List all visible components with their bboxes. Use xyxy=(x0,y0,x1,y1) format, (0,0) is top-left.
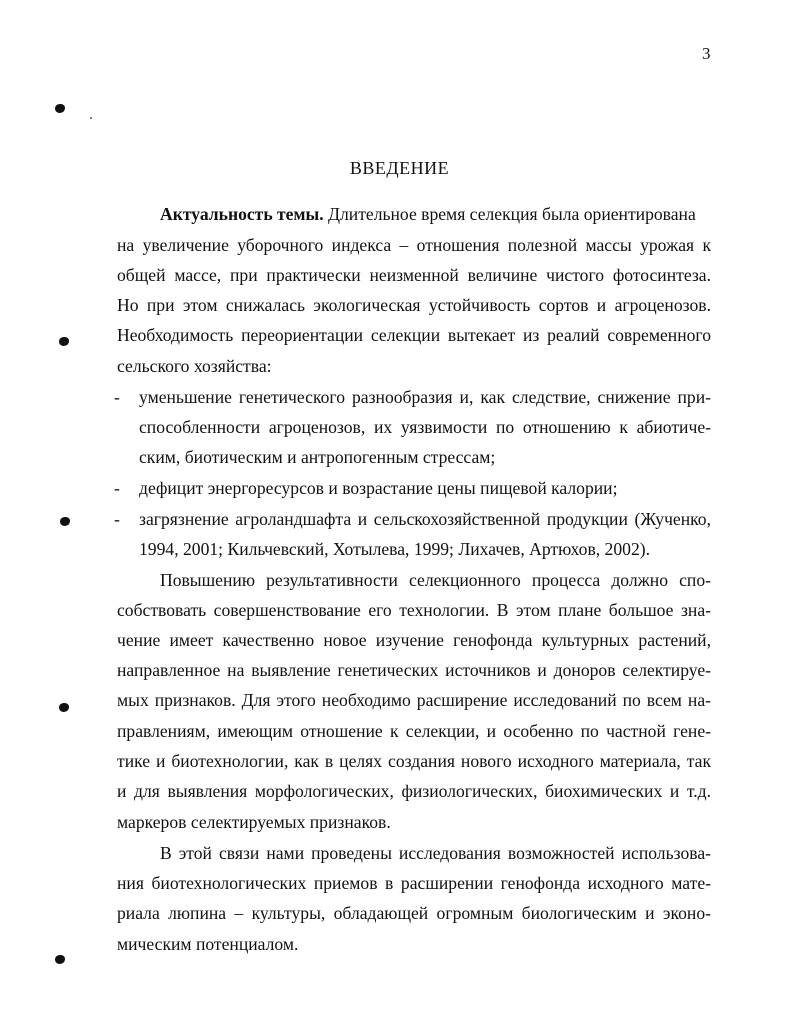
punch-hole-3 xyxy=(60,517,70,526)
list-item-line: 1994, 2001; Кильчевский, Хотылева, 1999; Лихачев, Артюхов, 2002). xyxy=(139,539,650,559)
paragraph-line: маркеров селектируемых признаков. xyxy=(117,812,391,832)
list-item-line: уменьшение генетического разнообразия и, как следствие, снижение при- xyxy=(139,387,711,407)
paragraph-line: мическим потенциалом. xyxy=(117,934,299,954)
paragraph-line: мых признаков. Для этого необходимо расширение исследований по всем на- xyxy=(117,690,711,710)
paragraph-line: Необходимость переориентации селекции вытекает из реалий современного xyxy=(117,325,711,345)
lead-line-text: Длительное время селекция была ориентирована xyxy=(328,204,696,224)
paragraph-line: чение имеет качественно новое изучение генофонда культурных растений, xyxy=(117,630,711,650)
paragraph-line: Повышению результативности селекционного процесса должно спо- xyxy=(160,570,711,590)
lead-bold-text: Актуальность темы. xyxy=(160,204,324,224)
paragraph-line: Но при этом снижалась экологическая устойчивость сортов и агроценозов. xyxy=(117,295,711,315)
punch-hole-5 xyxy=(55,955,65,964)
punch-hole-2 xyxy=(59,337,69,346)
list-marker: - xyxy=(114,509,120,529)
list-marker: - xyxy=(114,387,120,407)
speck xyxy=(90,117,92,119)
paragraph-line: направленное на выявление генетических источников и доноров селектируе- xyxy=(117,660,711,680)
page-number: 3 xyxy=(702,44,711,63)
list-item-line: ским, биотическим и антропогенным стрессам; xyxy=(139,447,496,467)
list-marker: - xyxy=(114,478,120,498)
list-item-line: загрязнение агроландшафта и сельскохозяйственной продукции (Жученко, xyxy=(139,509,711,529)
paragraph-line: В этой связи нами проведены исследования возможностей использова- xyxy=(160,843,711,863)
paragraph-line: тике и биотехнологии, как в целях создания нового исходного материала, так xyxy=(117,751,711,771)
paragraph-line xyxy=(160,204,696,225)
paragraph-line: правлениям, имеющим отношение к селекции, и особенно по частной гене- xyxy=(117,721,711,741)
paragraph-line: риала люпина – культуры, обладающей огромным биологическим и эконо- xyxy=(117,903,711,923)
paragraph-line: ния биотехнологических приемов в расширении генофонда исходного мате- xyxy=(117,873,711,893)
punch-hole-4 xyxy=(59,703,69,712)
section-heading: ВВЕДЕНИЕ xyxy=(349,158,450,178)
paragraph-line: и для выявления морфологических, физиологических, биохимических и т.д. xyxy=(117,781,711,801)
list-item-line: дефицит энергоресурсов и возрастание цены пищевой калории; xyxy=(139,478,618,498)
paragraph-line: сельского хозяйства: xyxy=(117,356,272,376)
paragraph-line: общей массе, при практически неизменной величине чистого фотосинтеза. xyxy=(117,265,711,285)
list-item-line: способленности агроценозов, их уязвимости по отношению к абиотиче- xyxy=(139,417,711,437)
paragraph-line: собствовать совершенствование его технологии. В этом плане большое зна- xyxy=(117,600,711,620)
punch-hole-1 xyxy=(55,104,65,113)
paragraph-line: на увеличение уборочного индекса – отношения полезной массы урожая к xyxy=(117,235,711,255)
